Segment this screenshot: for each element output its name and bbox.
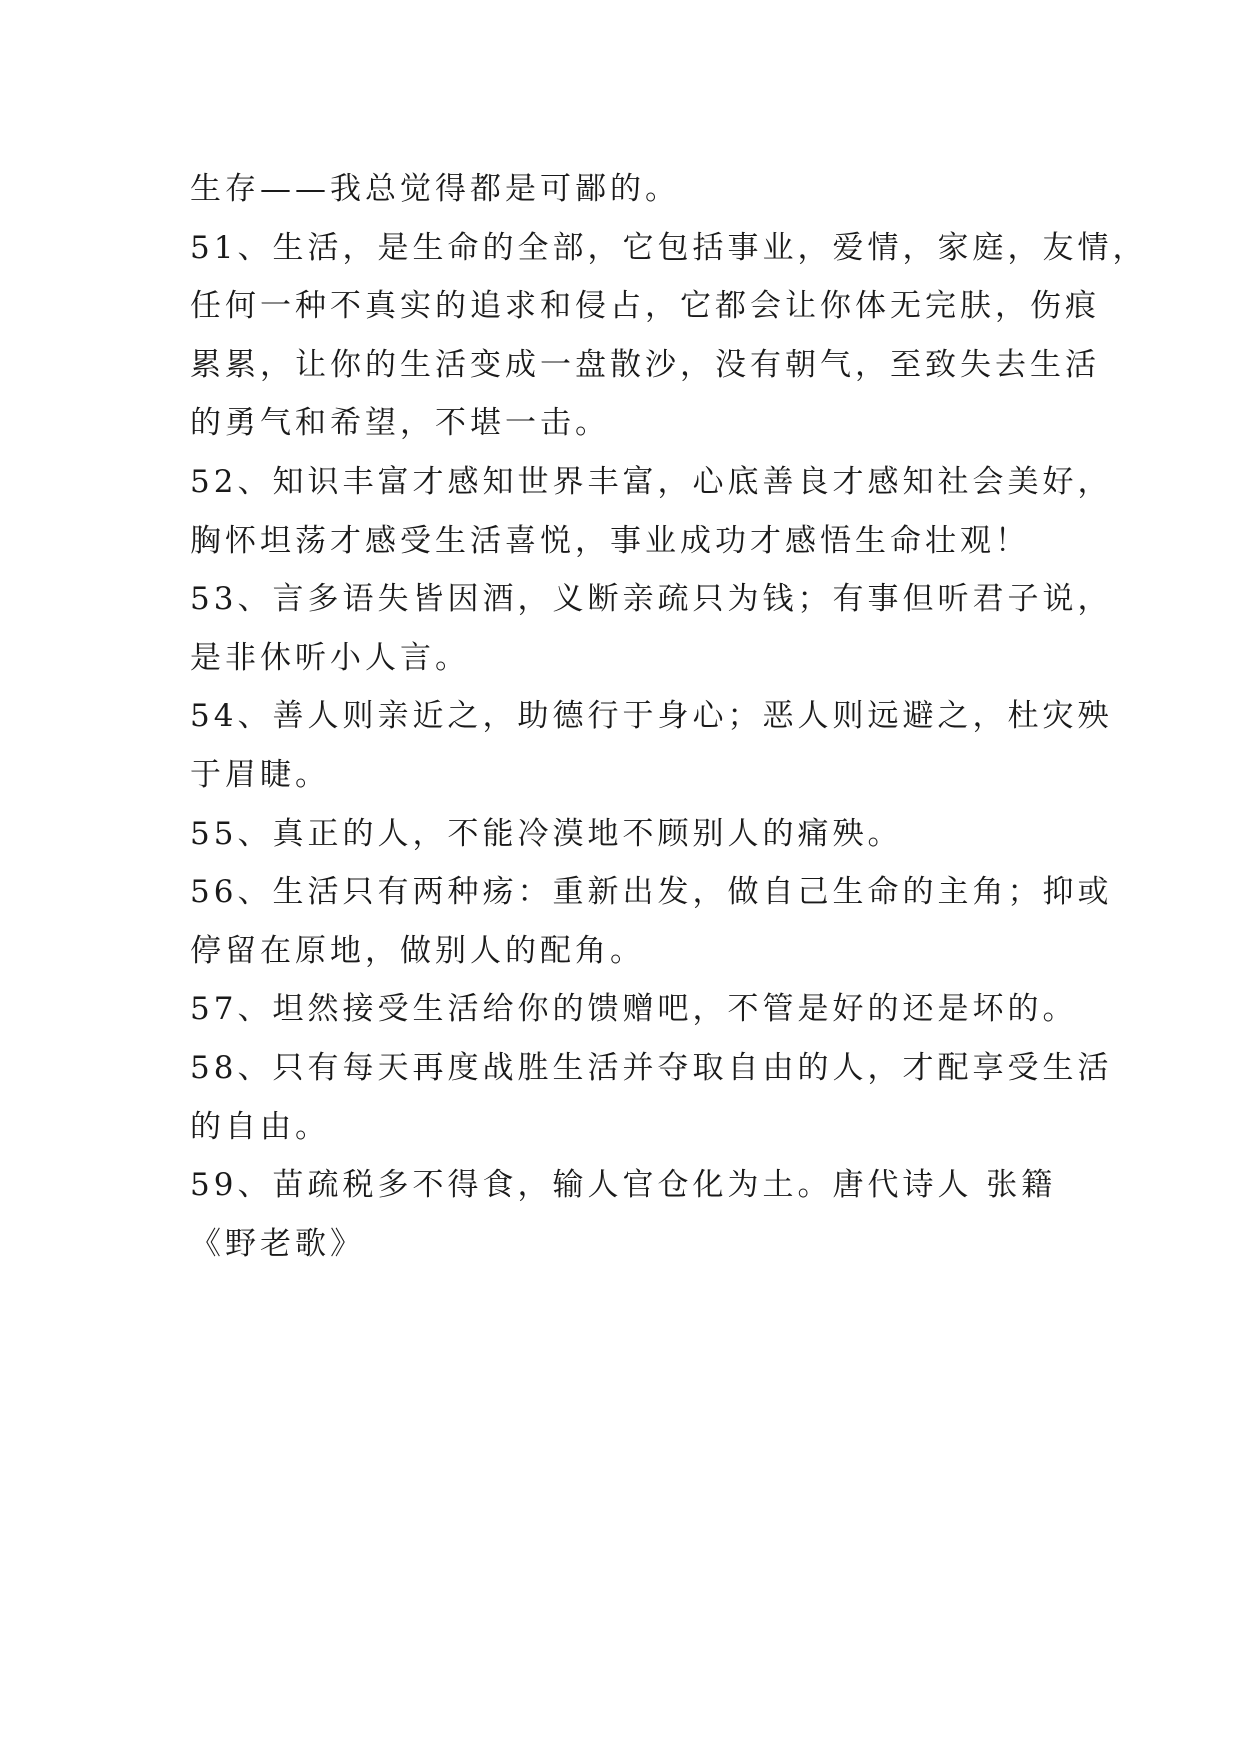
text-line: 停留在原地，做别人的配角。	[190, 932, 645, 969]
text-line: 56、生活只有两种疡：重新出发，做自己生命的主角；抑或	[190, 874, 1113, 911]
text-line: 胸怀坦荡才感受生活喜悦，事业成功才感悟生命壮观！	[190, 522, 1030, 559]
text-line: 58、只有每天再度战胜生活并夺取自由的人，才配享受生活	[190, 1049, 1113, 1086]
text-line: 是非休听小人言。	[190, 639, 470, 676]
text-line: 累累，让你的生活变成一盘散沙，没有朝气，至致失去生活	[190, 346, 1100, 383]
text-line: 55、真正的人，不能冷漠地不顾别人的痛殃。	[190, 815, 903, 852]
text-line: 59、苗疏税多不得食，输人官仓化为土。唐代诗人 张籍	[190, 1167, 1057, 1204]
text-line: 任何一种不真实的追求和侵占，它都会让你体无完肤，伤痕	[190, 288, 1100, 325]
text-line: 51、生活，是生命的全部，它包括事业，爱情，家庭，友情，	[190, 229, 1148, 266]
text-line: 的自由。	[190, 1108, 330, 1145]
text-line: 生存——我总觉得都是可鄙的。	[190, 171, 680, 207]
text-line: 54、善人则亲近之，助德行于身心；恶人则远避之，杜灾殃	[190, 698, 1113, 735]
document-body	[190, 160, 1148, 1273]
text-line: 的勇气和希望，不堪一击。	[190, 405, 610, 442]
text-line: 52、知识丰富才感知世界丰富，心底善良才感知社会美好，	[190, 463, 1113, 500]
text-line: 《野老歌》	[190, 1225, 365, 1262]
text-line: 53、言多语失皆因酒，义断亲疏只为钱；有事但听君子说，	[190, 581, 1113, 618]
text-line: 于眉睫。	[190, 756, 330, 793]
text-line: 57、坦然接受生活给你的馈赠吧，不管是好的还是坏的。	[190, 991, 1078, 1028]
